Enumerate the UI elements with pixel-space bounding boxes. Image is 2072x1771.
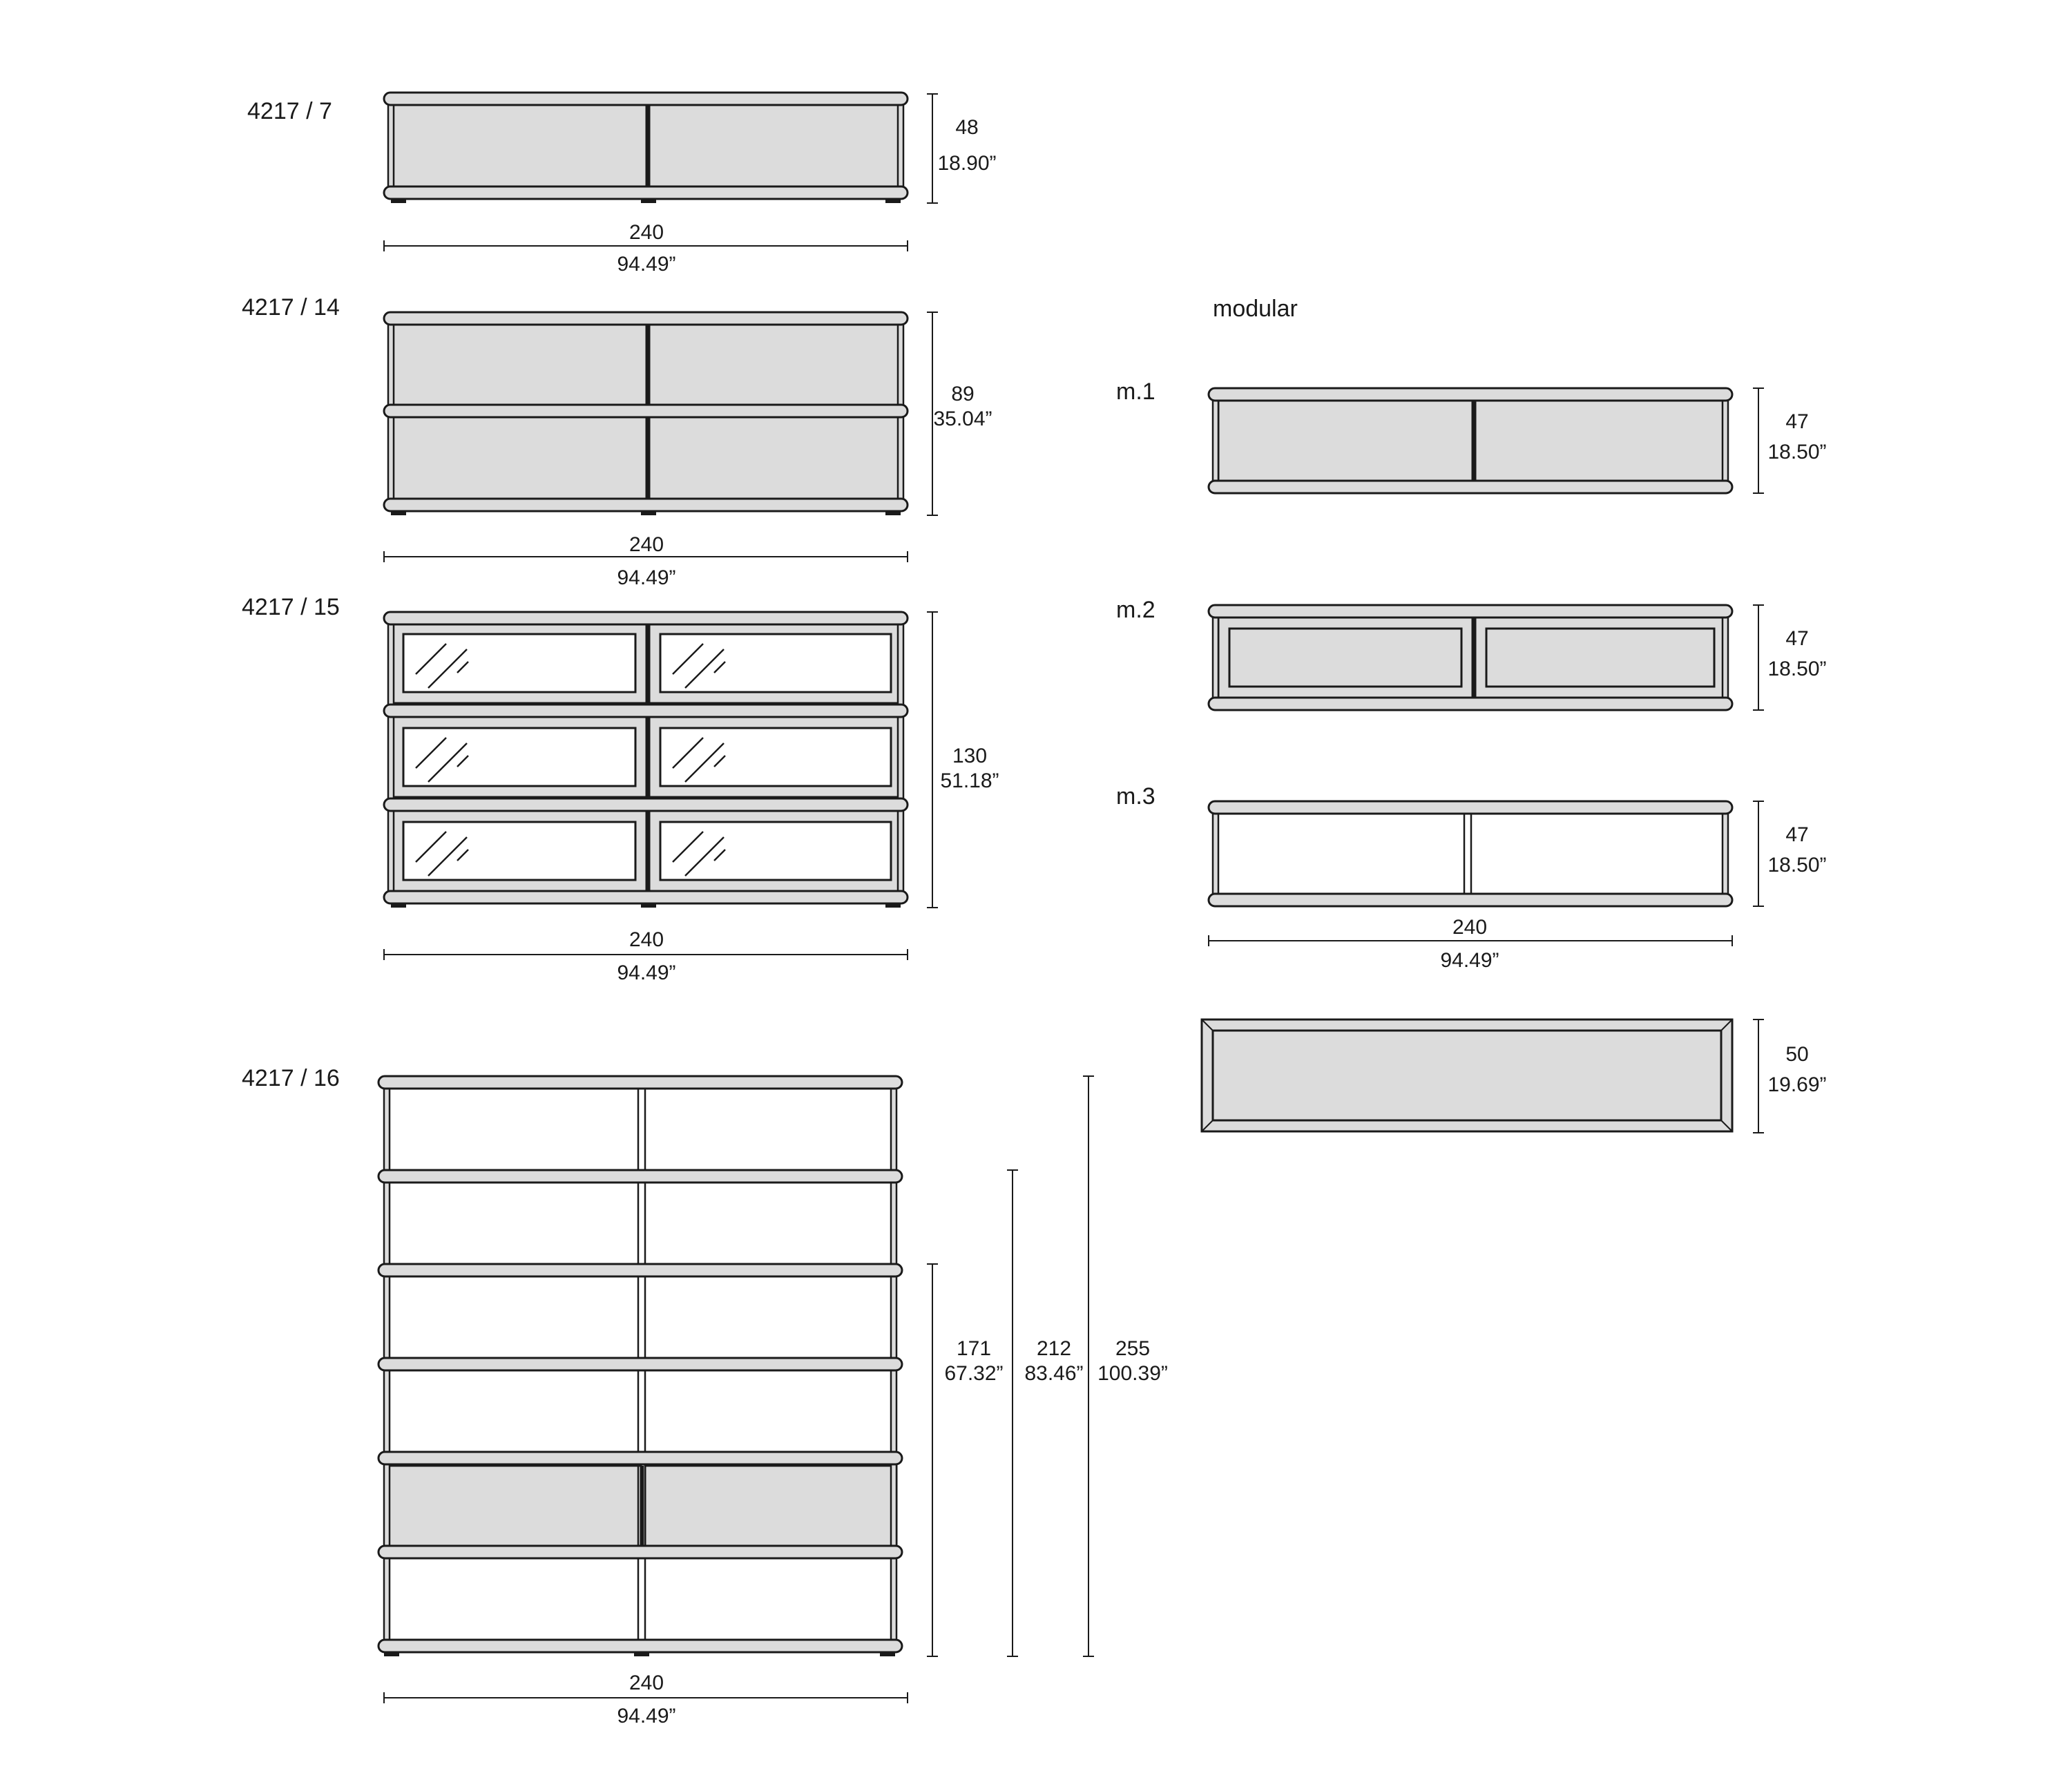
modular-section xyxy=(1116,296,1827,1133)
module-code: m.2 xyxy=(1116,597,1155,623)
module-code: m.3 xyxy=(1116,783,1155,810)
height-in: 67.32” xyxy=(944,1362,1004,1385)
height-cm: 47 xyxy=(1785,410,1809,433)
shelf xyxy=(384,405,908,417)
unit-code: 4217 / 16 xyxy=(242,1065,340,1091)
unit-4217-7 xyxy=(247,93,997,276)
door-panel-left xyxy=(392,102,646,186)
height-in: 18.90” xyxy=(937,152,997,175)
width-in: 94.49” xyxy=(1440,949,1499,972)
height-in: 18.50” xyxy=(1767,441,1827,463)
glass-door xyxy=(403,822,635,880)
height-cm: 48 xyxy=(955,116,979,139)
unit-code: 4217 / 15 xyxy=(242,594,340,620)
side-post xyxy=(898,102,903,186)
drawer-front xyxy=(1486,629,1714,687)
unit-4217-15 xyxy=(242,594,999,984)
height-cm: 47 xyxy=(1785,627,1809,650)
unit-code: 4217 / 7 xyxy=(247,98,332,124)
module-m3 xyxy=(1116,783,1827,972)
height-in: 18.50” xyxy=(1767,658,1827,680)
glass-door xyxy=(660,822,891,880)
glass-door xyxy=(403,634,635,692)
width-in: 94.49” xyxy=(617,566,676,589)
width-dimension xyxy=(384,1672,908,1727)
module-m2 xyxy=(1116,597,1827,710)
width-in: 94.49” xyxy=(617,253,676,276)
bottom-shelf xyxy=(384,186,908,199)
unit-4217-16 xyxy=(242,1065,1168,1727)
unit-code: 4217 / 14 xyxy=(242,294,340,320)
height-dimension xyxy=(927,312,992,515)
door-panel xyxy=(392,322,646,405)
width-cm: 240 xyxy=(629,1672,664,1694)
height-cm: 130 xyxy=(952,745,988,767)
unit-4217-14 xyxy=(242,294,992,589)
height-cm: 171 xyxy=(956,1337,992,1360)
height-in: 100.39” xyxy=(1097,1362,1168,1385)
height-dimension-212 xyxy=(1007,1170,1084,1656)
side-post xyxy=(388,102,394,186)
door-panel xyxy=(649,322,902,405)
height-dimension-171 xyxy=(927,1264,1004,1656)
modular-title: modular xyxy=(1213,296,1298,322)
module-code: m.1 xyxy=(1116,379,1155,405)
door-panel xyxy=(388,1466,641,1546)
glass-door xyxy=(660,634,891,692)
height-in: 51.18” xyxy=(940,769,999,792)
width-dimension xyxy=(384,533,908,589)
door-panel xyxy=(1218,399,1473,481)
height-cm: 255 xyxy=(1115,1337,1151,1360)
height-dimension xyxy=(927,94,997,203)
shelf xyxy=(384,499,908,511)
door-panel xyxy=(649,417,902,500)
width-in: 94.49” xyxy=(617,961,676,984)
height-cm: 212 xyxy=(1036,1337,1072,1360)
height-cm: 89 xyxy=(951,383,975,405)
width-dimension xyxy=(384,928,908,984)
width-cm: 240 xyxy=(629,533,664,556)
height-cm: 50 xyxy=(1785,1043,1809,1066)
shelf xyxy=(384,312,908,325)
width-in: 94.49” xyxy=(617,1705,676,1727)
width-cm: 240 xyxy=(629,221,664,244)
height-in: 18.50” xyxy=(1767,854,1827,877)
glass-door xyxy=(403,728,635,786)
door-panel xyxy=(645,1466,896,1546)
module-top-panel xyxy=(1202,1019,1827,1133)
width-cm: 240 xyxy=(1452,916,1488,939)
height-cm: 47 xyxy=(1785,823,1809,846)
width-cm: 240 xyxy=(629,928,664,951)
module-m1 xyxy=(1116,379,1827,493)
drawer-front xyxy=(1229,629,1461,687)
glass-door xyxy=(660,728,891,786)
height-in: 83.46” xyxy=(1024,1362,1084,1385)
door-panel xyxy=(392,417,646,500)
top-shelf xyxy=(384,93,908,105)
door-panel xyxy=(1475,399,1725,481)
height-in: 35.04” xyxy=(933,408,992,430)
door-panel-right xyxy=(649,102,902,186)
width-dimension xyxy=(384,221,908,276)
height-dimension xyxy=(927,612,999,908)
height-dimension-255 xyxy=(1083,1076,1168,1656)
height-in: 19.69” xyxy=(1767,1073,1827,1096)
